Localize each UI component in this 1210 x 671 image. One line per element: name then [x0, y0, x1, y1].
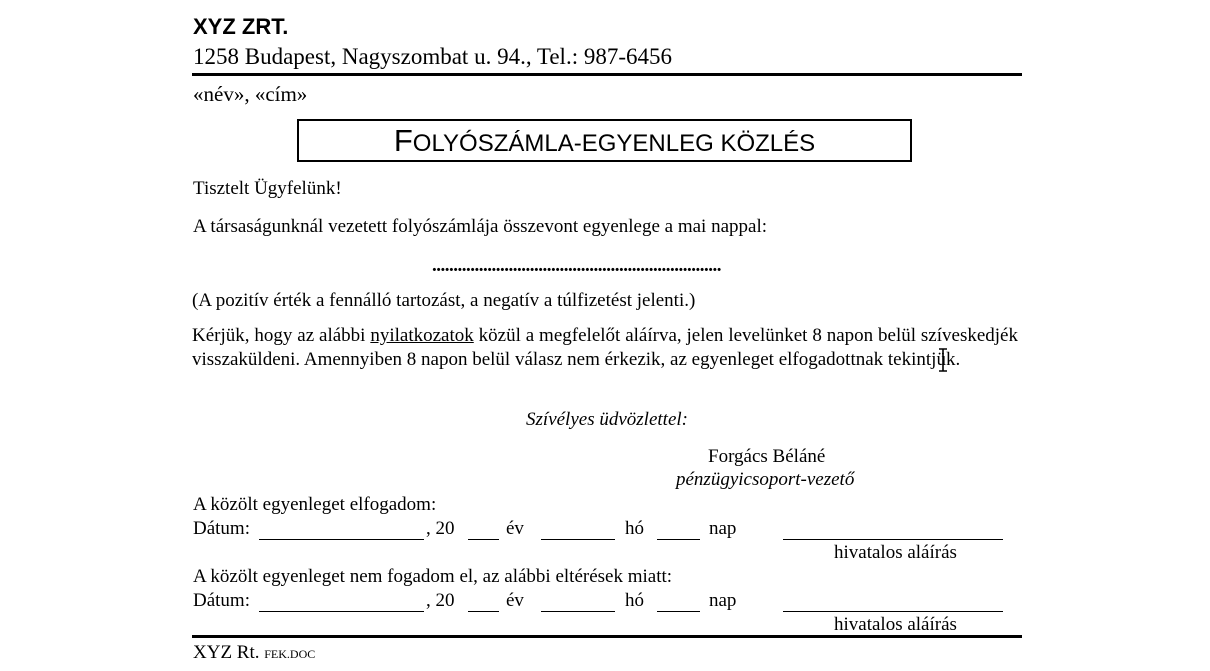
recipient-merge-fields: «név», «cím» [193, 82, 308, 106]
signer-role: pénzügyicsoport-vezető [676, 469, 855, 490]
signer-name: Forgács Béláné [708, 446, 826, 467]
footer-company: XYZ Rt. [193, 642, 260, 663]
day-field-line[interactable] [657, 539, 700, 540]
footer-filename: FEK.DOC [264, 647, 316, 661]
month-field-line[interactable] [541, 611, 615, 612]
intro-text: A társaságunknál vezetett folyószámlája összevont egyenlege a mai nappal: [193, 216, 768, 237]
company-name: XYZ ZRT. [193, 14, 289, 39]
date-label: Dátum: [193, 590, 250, 611]
year-label: év [506, 518, 524, 539]
year-field-line[interactable] [468, 611, 499, 612]
statements-link[interactable]: nyilatkozatok [370, 325, 474, 346]
document-title-box [297, 119, 912, 162]
day-label: nap [709, 518, 737, 539]
date-label: Dátum: [193, 518, 250, 539]
request-paragraph [192, 324, 1018, 372]
request-text-after: közül a megfelelőt aláírva, jelen levelünket 8 napon belül szíveskedjék visszaküldeni. Amennyiben 8 napon belül válasz nem érkezik, az egyenleget elfogadottnak tekintjük. [192, 325, 1018, 370]
day-field-line[interactable] [657, 611, 700, 612]
month-label: hó [625, 518, 644, 539]
regards: Szívélyes üdvözlettel: [526, 409, 688, 430]
signature-caption: hivatalos aláírás [834, 542, 957, 563]
signature-caption: hivatalos aláírás [834, 614, 957, 635]
month-field-line[interactable] [541, 539, 615, 540]
footer [193, 642, 315, 664]
year-prefix: , 20 [426, 590, 455, 611]
signature-line[interactable] [783, 539, 1003, 540]
day-label: nap [709, 590, 737, 611]
company-address: 1258 Budapest, Nagyszombat u. 94., Tel.: 987-6456 [193, 44, 672, 69]
footer-divider [192, 635, 1022, 638]
accept-statement: A közölt egyenleget elfogadom: [193, 494, 437, 515]
balance-placeholder: .................................................................... [432, 255, 721, 276]
balance-note: (A pozitív érték a fennálló tartozást, a negatív a túlfizetést jelenti.) [192, 290, 696, 311]
date-field-line[interactable] [259, 611, 424, 612]
reject-statement: A közölt egyenleget nem fogadom el, az alábbi eltérések miatt: [193, 566, 673, 587]
signature-line[interactable] [783, 611, 1003, 612]
greeting: Tisztelt Ügyfelünk! [193, 178, 342, 199]
month-label: hó [625, 590, 644, 611]
year-field-line[interactable] [468, 539, 499, 540]
year-prefix: , 20 [426, 518, 455, 539]
date-field-line[interactable] [259, 539, 424, 540]
header-divider [192, 73, 1022, 76]
text-cursor-icon [937, 348, 949, 372]
year-label: év [506, 590, 524, 611]
document-title: FOLYÓSZÁMLA-EGYENLEG KÖZLÉS [393, 122, 816, 158]
request-text-before: Kérjük, hogy az alábbi [192, 325, 371, 346]
